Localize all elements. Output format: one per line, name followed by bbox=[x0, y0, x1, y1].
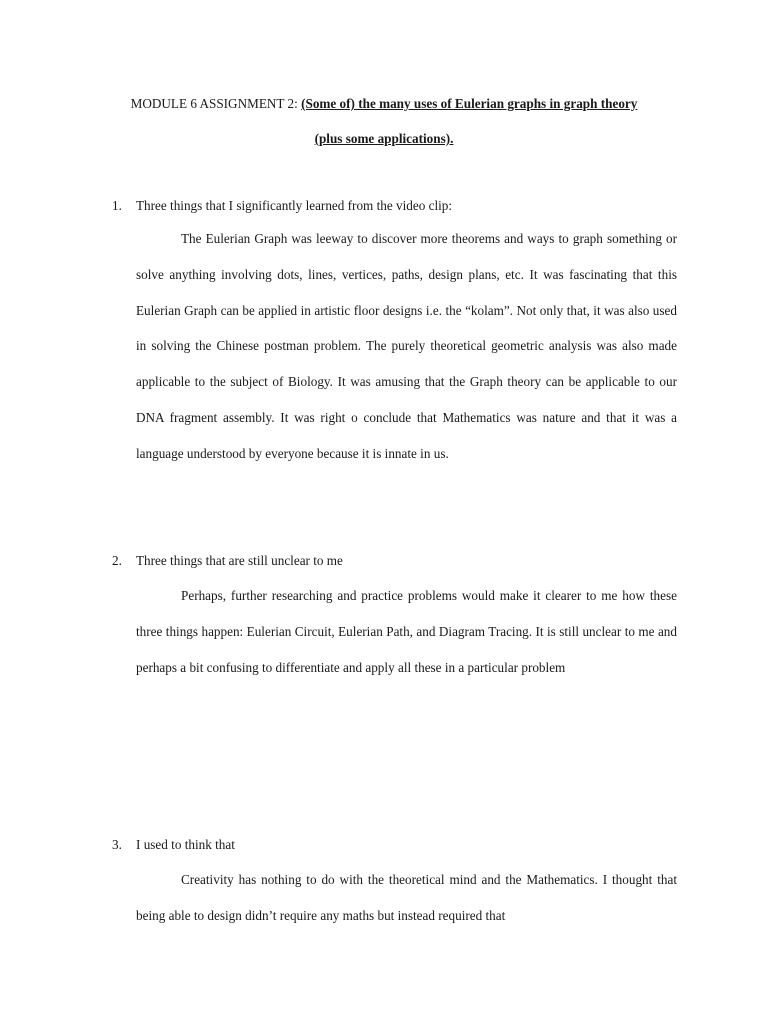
item-1-number: 1. bbox=[112, 198, 122, 213]
title-prefix: MODULE 6 ASSIGNMENT 2: bbox=[130, 96, 298, 111]
item-3-paragraph: Creativity has nothing to do with the theoretical mind and the Mathematics. I thought that being able to design didn’t require any maths but instead required that bbox=[136, 872, 677, 923]
document-title-line-2 bbox=[0, 129, 768, 149]
document-title-line-1 bbox=[0, 94, 768, 114]
item-1-heading: Three things that I significantly learned from the video clip: bbox=[136, 198, 453, 213]
item-2-paragraph: Perhaps, further researching and practice problems would make it clearer to me how these three things happen: Eulerian Circuit, Eulerian Path, and Diagram Tracing. It is still unclear to me and perhaps a bit confusing to differentiate and apply all these in a particular problem bbox=[136, 588, 677, 675]
item-1-paragraph: The Eulerian Graph was leeway to discover more theorems and ways to graph something or solve anything involving dots, lines, vertices, paths, design plans, etc. It was fascinating that this Eulerian Graph can be applied in artistic floor designs i.e. the “kolam”. Not only that, it was also used in solving the Chinese postman problem. The purely theoretical geometric analysis was also made applicable to the subject of Biology. It was amusing that the Graph theory can be applicable to our DNA fragment assembly. It was right o conclude that Mathematics was nature and that it was a language understood by everyone because it is innate in us. bbox=[136, 231, 677, 461]
item-2-heading: Three things that are still unclear to me bbox=[136, 553, 343, 568]
title-bold-line-2: (plus some applications). bbox=[314, 131, 454, 146]
item-3-heading: I used to think that bbox=[136, 837, 235, 852]
title-bold-line-1: (Some of) the many uses of Eulerian graphs in graph theory bbox=[301, 96, 638, 111]
item-3-number: 3. bbox=[112, 837, 122, 852]
item-2-number: 2. bbox=[112, 553, 122, 568]
